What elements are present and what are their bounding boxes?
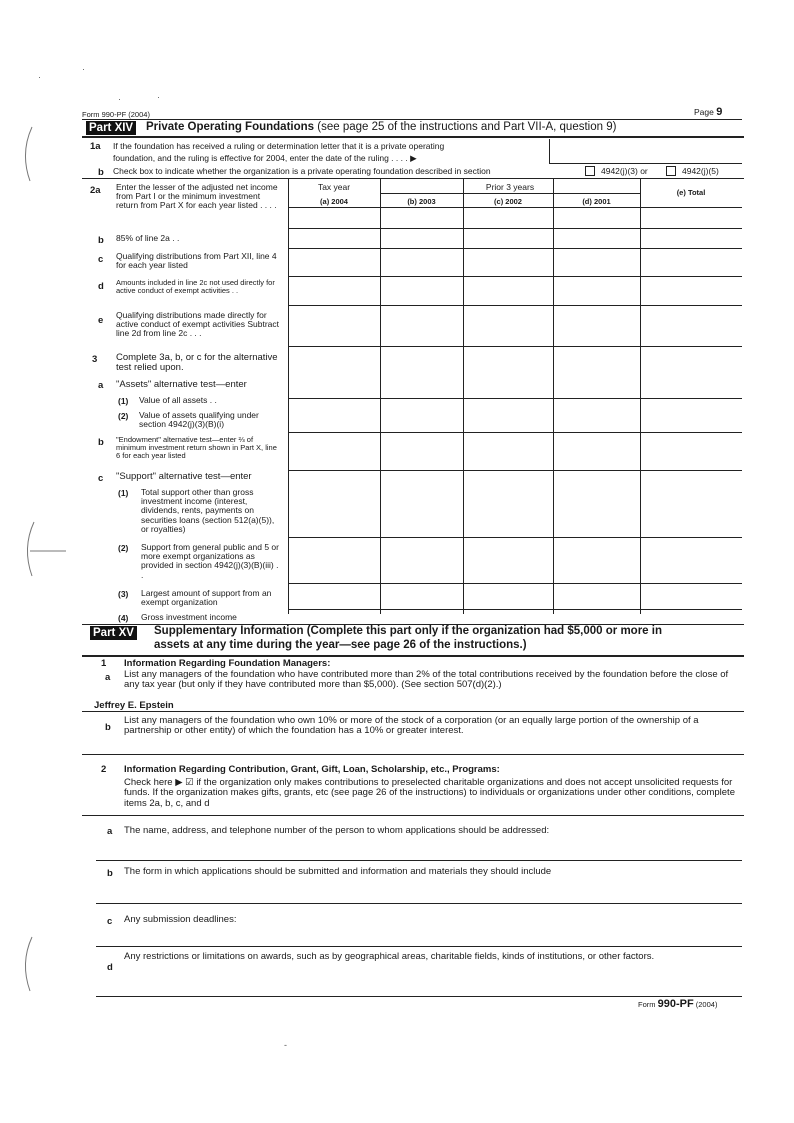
line-1a-number: 1a (90, 141, 101, 152)
section-2b-letter: b (107, 868, 113, 879)
col-header-b: (b) 2003 (407, 197, 436, 206)
footer-form-label (638, 998, 717, 1010)
footer-form-word: Form (638, 1000, 656, 1009)
part-15-rule (82, 655, 744, 657)
row-number: (4) (118, 613, 129, 623)
checkbox-4942j3[interactable] (585, 166, 595, 176)
col-header-tax-year: Tax year (317, 182, 351, 192)
row-rule (288, 583, 742, 584)
checkbox-4942j5[interactable] (666, 166, 676, 176)
part-14-rule (82, 136, 744, 138)
col-header-d: (d) 2001 (582, 197, 611, 206)
col-header-divider (380, 193, 640, 194)
row-rule (288, 470, 742, 471)
section-1-title: Information Regarding Foundation Managers: (124, 658, 331, 669)
section-1-number: 1 (101, 658, 107, 669)
section-2b-text: The form in which applications should be submitted and information and materials they should include (124, 866, 552, 877)
scan-mark: · (82, 64, 85, 74)
row-label: "Support" alternative test—enter (116, 471, 252, 482)
row-label: Largest amount of support from an exempt organization (141, 588, 272, 608)
col-header-c: (c) 2002 (494, 197, 522, 206)
scan-bracket-mark (18, 935, 38, 995)
section-2d-text: Any restrictions or limitations on awards, such as by geographical areas, charitable fields, kinds of institutions, or other factors. (124, 951, 655, 962)
section-2c-letter: c (107, 916, 113, 927)
row-rule (288, 228, 742, 229)
part-14-heading (146, 121, 616, 133)
form-label: Form 990-PF (2004) (82, 110, 150, 119)
table-col-line (640, 178, 641, 614)
scan-bracket-mark (20, 520, 70, 580)
row-number: (2) (118, 543, 129, 553)
section-2c-rule (96, 946, 742, 947)
row-label: Complete 3a, b, or c for the alternative test relied upon. (116, 352, 278, 374)
section-2a-text: The name, address, and telephone number of the person to whom applications should be addressed: (124, 825, 550, 836)
row-rule (288, 398, 742, 399)
section-2-title: Information Regarding Contribution, Grant, Gift, Loan, Scholarship, etc., Programs: (124, 764, 500, 775)
option-4942j3: 4942(j)(3) or (601, 166, 648, 176)
row-rule (288, 432, 742, 433)
page-label (694, 106, 722, 118)
section-1a-rule (82, 711, 744, 712)
row-label: Support from general public and 5 or more exempt organizations as provided in section 4942(j)(3)(B)(iii) . . (141, 542, 279, 580)
part-14-title: Private Operating Foundations (146, 121, 315, 133)
table-col-line (463, 178, 464, 614)
line-1b-text: Check box to indicate whether the organization is a private operating foundation described in section (113, 166, 491, 176)
table-col-line (288, 178, 289, 614)
row-rule (288, 346, 742, 347)
section-1a-text: List any managers of the foundation who have contributed more than 2% of the total contributions received by the foundation before the close of any tax year (but only if they have contributed more than $5,000). (See section 507(d)(2).) (124, 669, 729, 691)
part-15-title-1: Supplementary Information (Complete this part only if the organization had $5,000 or more in (154, 625, 662, 637)
row-rule (288, 609, 742, 610)
row-number: a (98, 380, 104, 391)
row-label: Amounts included in line 2c not used directly for active conduct of exempt activities . . (116, 278, 275, 296)
option-4942j5: 4942(j)(5) (682, 166, 719, 176)
row-label: Total support other than gross investment income (interest, dividends, rents, payments on securities loans (section 512(a)(5)), or royalties) (141, 487, 275, 534)
row-number: c (98, 473, 104, 484)
scan-mark: · (118, 94, 121, 104)
section-2-number: 2 (101, 764, 107, 775)
row-label: "Assets" alternative test—enter (116, 379, 247, 390)
section-1b-letter: b (105, 722, 111, 733)
row-number: (1) (118, 488, 129, 498)
row-number: b (98, 235, 104, 246)
col-header-a: (a) 2004 (320, 197, 348, 206)
header-rule (82, 119, 742, 120)
ruling-date-field[interactable] (549, 139, 742, 164)
row-number: b (98, 437, 104, 448)
part-14-tag: Part XIV (86, 121, 136, 135)
row-rule (288, 537, 742, 538)
section-2b-rule (96, 903, 742, 904)
row-label: Qualifying distributions made directly for active conduct of exempt activities Subtract line 2d from line 2c . . . (116, 310, 279, 339)
line-1b-letter: b (98, 167, 104, 178)
table-col-line (553, 178, 554, 614)
row-label: Value of assets qualifying under section 4942(j)(3)(B)(i) (139, 410, 259, 430)
row-label: 85% of line 2a . . (116, 233, 180, 243)
part-14-title-note: (see page 25 of the instructions and Part VII-A, question 9) (317, 121, 617, 133)
scan-mark: · (38, 72, 41, 82)
row-rule (288, 305, 742, 306)
footer-form-name: 990-PF (657, 998, 694, 1010)
row-label: Value of all assets . . (139, 395, 217, 405)
col-header-e: (e) Total (676, 188, 706, 197)
row-label: "Endowment" alternative test—enter ⅔ of minimum investment return shown in Part X, line 6 for each year listed (116, 435, 277, 461)
row-number: c (98, 254, 104, 265)
footer-form-year: (2004) (695, 1000, 718, 1009)
section-2c-text: Any submission deadlines: (124, 914, 237, 925)
scan-bracket-mark (18, 125, 38, 185)
row-label: Enter the lesser of the adjusted net income from Part I or the minimum investment return from Part X for each year listed . . . . (116, 182, 278, 211)
row-rule (288, 276, 742, 277)
line-1b-rule (82, 178, 744, 179)
col-header-rule (288, 207, 742, 208)
page-number: 9 (716, 106, 723, 118)
section-2a-letter: a (107, 826, 113, 837)
row-number: (2) (118, 411, 129, 421)
section-2-check-text: Check here ▶ ☑ if the organization only makes contributions to preselected charitable organizations and does not accept unsolicited requests for funds. If the organization makes gifts, grants, etc (see page 26 of the instructions) to individuals or organizations under other conditions, complete items 2a, b, c, and d (124, 777, 735, 809)
row-number: e (98, 315, 104, 326)
row-number: (3) (118, 589, 129, 599)
line-1a-text-1: If the foundation has received a ruling or determination letter that it is a private operating (113, 141, 445, 151)
page-label-text: Page (694, 107, 714, 117)
col-header-prior-years: Prior 3 years (485, 182, 535, 192)
row-rule (288, 248, 742, 249)
row-number: (1) (118, 396, 129, 406)
manager-name: Jeffrey E. Epstein (94, 700, 174, 711)
line-1a-text-2: foundation, and the ruling is effective for 2004, enter the date of the ruling . . . . ▶ (113, 153, 417, 163)
row-number: 2a (90, 185, 101, 196)
row-number: d (98, 281, 104, 292)
section-2a-rule (96, 860, 742, 861)
scan-mark: - (284, 1040, 287, 1050)
section-2d-rule (96, 996, 742, 997)
part-15-tag: Part XV (90, 626, 137, 640)
row-number: 3 (92, 354, 98, 365)
scan-mark: · (157, 92, 160, 102)
part-15-title-2: assets at any time during the year—see page 26 of the instructions.) (154, 639, 527, 651)
section-1b-rule (82, 754, 744, 755)
section-2d-letter: d (107, 962, 113, 973)
row-label: Gross investment income (141, 612, 237, 622)
section-2-rule (82, 815, 744, 816)
row-label: Qualifying distributions from Part XII, line 4 for each year listed (116, 251, 277, 271)
section-1a-letter: a (105, 672, 111, 683)
table-col-line (380, 178, 381, 614)
section-1b-text: List any managers of the foundation who own 10% or more of the stock of a corporation (or an equally large portion of the ownership of a partnership or other entity) of which the foundation has a 10% or greater interest. (124, 715, 699, 737)
